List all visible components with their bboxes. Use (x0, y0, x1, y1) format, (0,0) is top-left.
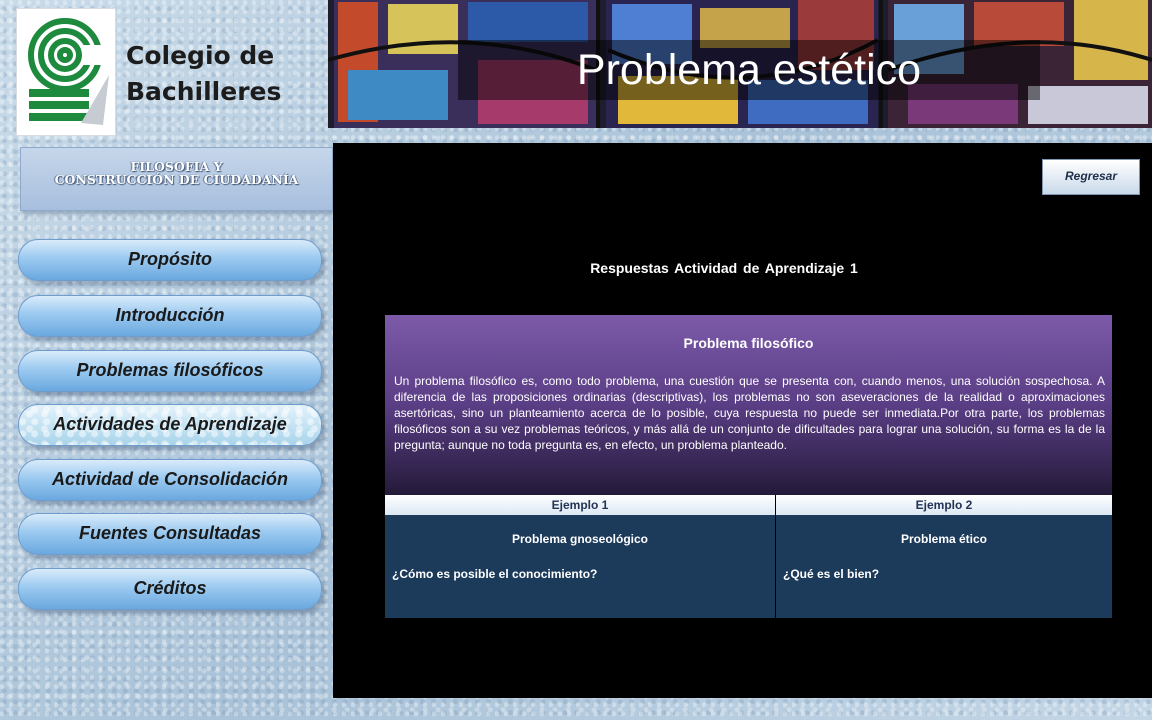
example-1-header: Ejemplo 1 (385, 495, 775, 515)
answer-table (385, 315, 1112, 618)
nav-problemas-filosoficos-button[interactable]: Problemas filosóficos (18, 350, 322, 392)
nav-actividad-consolidacion-button[interactable]: Actividad de Consolidación (18, 459, 322, 501)
example-2-question: ¿Qué es el bien? (783, 567, 880, 581)
example-2-cell (776, 515, 1112, 618)
spiral-logo-icon (21, 15, 111, 131)
example-2-header: Ejemplo 2 (776, 495, 1112, 515)
activity-heading: Respuestas Actividad de Aprendizaje 1 (590, 260, 858, 276)
nav-fuentes-consultadas-button[interactable]: Fuentes Consultadas (18, 513, 322, 555)
example-1-title: Problema gnoseológico (511, 532, 649, 546)
example-2-title: Problema ético (900, 532, 988, 546)
nav-creditos-button[interactable]: Créditos (18, 568, 322, 610)
subject-title-box (20, 147, 333, 211)
college-name (126, 38, 281, 110)
definition-title: Problema filosófico (683, 335, 814, 351)
subject-title-line2: CONSTRUCCIÓN DE CIUDADANÍA (54, 172, 299, 187)
nav-proposito-button[interactable]: Propósito (18, 239, 322, 281)
back-button[interactable]: Regresar (1042, 159, 1140, 195)
example-1-cell (385, 515, 775, 618)
college-name-line2: Bachilleres (126, 77, 282, 106)
college-name-line1: Colegio de (126, 41, 275, 70)
definition-panel (385, 315, 1112, 495)
page-title: Problema estético (576, 46, 922, 94)
example-1-question: ¿Cómo es posible el conocimiento? (392, 567, 598, 581)
definition-text: Un problema filosófico es, como todo problema, una cuestión que se presenta con, cuando menos, una solución sospechosa. A diferencia de las proposiciones ordinarias (descriptivas), los problemas no son aseveraciones de la realidad o aproximaciones asertóricas, sino un planteamiento acerca de lo posible, cuya respuesta no puede ser inmediata.Por otra parte, los problemas filosóficos son a su vez problemas teóricos, y más allá de un conjunto de dificultades para lograr una solución, su forma es la de la pregunta; aunque no toda pregunta es, en efecto, un problema planteado. (394, 374, 1105, 452)
nav-introduccion-button[interactable]: Introducción (18, 295, 322, 337)
college-logo (16, 8, 116, 136)
nav-actividades-aprendizaje-button[interactable]: Actividades de Aprendizaje (18, 404, 322, 446)
subject-title-line1: FILOSOFIA Y (130, 159, 223, 174)
